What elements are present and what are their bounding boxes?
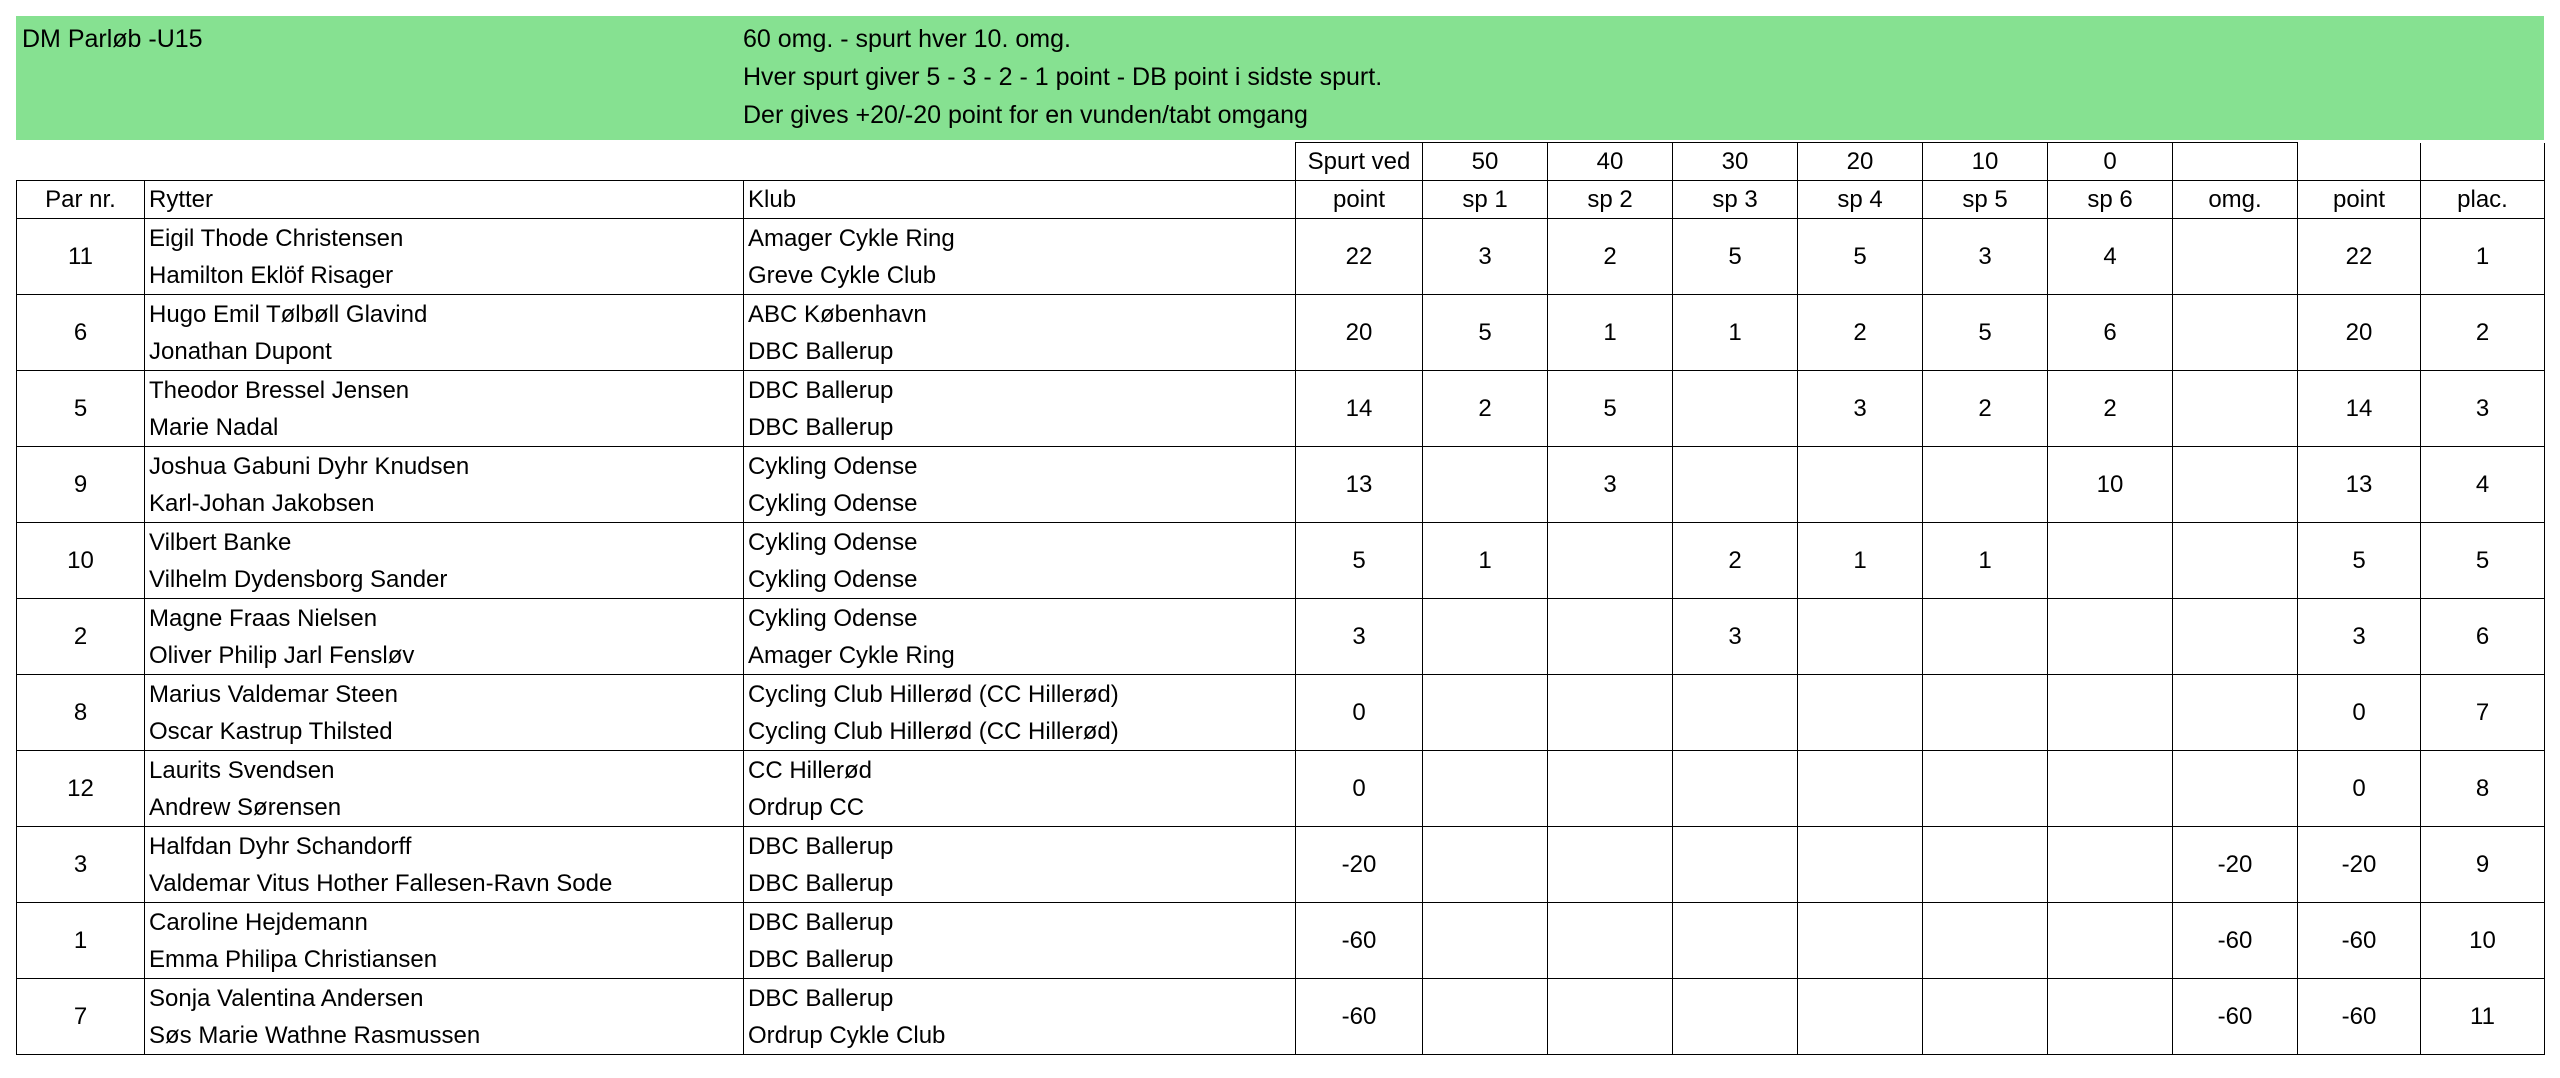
club-name: Cykling Odense (748, 565, 918, 593)
sp2-value: 2 (1548, 219, 1673, 295)
sp4-value: 2 (1798, 295, 1923, 371)
sp6-value (2048, 599, 2173, 675)
empty-cell (145, 143, 744, 181)
riders-cell (145, 827, 744, 903)
col-sp2: sp 2 (1548, 181, 1673, 219)
sp4-value (1798, 447, 1923, 523)
par-nr: 10 (17, 523, 145, 599)
total-point-value: 3 (2298, 599, 2421, 675)
results-body (17, 219, 2545, 1055)
empty-cell (17, 143, 145, 181)
sp5-value (1923, 675, 2048, 751)
sp4-value (1798, 827, 1923, 903)
total-point-value: 0 (2298, 675, 2421, 751)
club-name: Cykling Odense (748, 489, 918, 517)
table-row (17, 447, 2545, 523)
omg-value: -20 (2173, 827, 2298, 903)
riders-cell (145, 447, 744, 523)
sp6-value: 4 (2048, 219, 2173, 295)
placement-value: 4 (2421, 447, 2545, 523)
col-sp5: sp 5 (1923, 181, 2048, 219)
spurt-label: Spurt ved (1296, 143, 1423, 181)
sp6-value (2048, 979, 2173, 1055)
empty-cell (2421, 143, 2545, 181)
sp5-value: 3 (1923, 219, 2048, 295)
rider-name: Eigil Thode Christensen (149, 224, 404, 252)
club-name: DBC Ballerup (748, 945, 894, 973)
club-name: DBC Ballerup (748, 984, 894, 1012)
sp6-value (2048, 827, 2173, 903)
point-value: 0 (1296, 675, 1423, 751)
col-point: point (1296, 181, 1423, 219)
col-plac: plac. (2421, 181, 2545, 219)
point-value: 13 (1296, 447, 1423, 523)
clubs-cell (744, 219, 1296, 295)
rider-name: Oscar Kastrup Thilsted (149, 717, 393, 745)
club-name: DBC Ballerup (748, 832, 894, 860)
par-nr: 7 (17, 979, 145, 1055)
omg-value (2173, 675, 2298, 751)
col-par-nr: Par nr. (17, 181, 145, 219)
sp1-value: 2 (1423, 371, 1548, 447)
omg-value (2173, 447, 2298, 523)
total-point-value: 13 (2298, 447, 2421, 523)
sp2-value (1548, 675, 1673, 751)
placement-value: 5 (2421, 523, 2545, 599)
riders-cell (145, 675, 744, 751)
sp6-value (2048, 751, 2173, 827)
total-point-value: -60 (2298, 903, 2421, 979)
point-value: -20 (1296, 827, 1423, 903)
total-point-value: 14 (2298, 371, 2421, 447)
sp3-value (1673, 675, 1798, 751)
rider-name: Laurits Svendsen (149, 756, 335, 784)
omg-value (2173, 295, 2298, 371)
sp4-value (1798, 675, 1923, 751)
rider-name: Halfdan Dyhr Schandorff (149, 832, 412, 860)
sp5-value (1923, 751, 2048, 827)
rider-name: Valdemar Vitus Hother Fallesen-Ravn Sode (149, 869, 613, 897)
rider-name: Oliver Philip Jarl Fensløv (149, 641, 415, 669)
sp3-value (1673, 371, 1798, 447)
placement-value: 10 (2421, 903, 2545, 979)
sp4-value (1798, 751, 1923, 827)
club-name: Ordrup CC (748, 793, 865, 821)
point-value: 22 (1296, 219, 1423, 295)
sp5-value: 1 (1923, 523, 2048, 599)
sp2-value (1548, 827, 1673, 903)
rider-name: Emma Philipa Christiansen (149, 945, 438, 973)
sp2-value: 5 (1548, 371, 1673, 447)
sp2-value (1548, 979, 1673, 1055)
title-band (16, 16, 2544, 140)
spurt-lap: 0 (2048, 143, 2173, 181)
rider-name: Vilbert Banke (149, 528, 292, 556)
rider-name: Vilhelm Dydensborg Sander (149, 565, 448, 593)
sp2-value: 1 (1548, 295, 1673, 371)
placement-value: 7 (2421, 675, 2545, 751)
riders-cell (145, 979, 744, 1055)
par-nr: 5 (17, 371, 145, 447)
club-name: DBC Ballerup (748, 337, 894, 365)
clubs-cell (744, 447, 1296, 523)
spurt-lap: 50 (1423, 143, 1548, 181)
sp1-value (1423, 827, 1548, 903)
sp1-value (1423, 979, 1548, 1055)
club-name: DBC Ballerup (748, 376, 894, 404)
clubs-cell (744, 295, 1296, 371)
club-name: Cycling Club Hillerød (CC Hillerød) (748, 717, 1119, 745)
placement-value: 2 (2421, 295, 2545, 371)
sp5-value (1923, 447, 2048, 523)
race-title: DM Parløb -U15 (22, 25, 203, 53)
rider-name: Hugo Emil Tølbøll Glavind (149, 300, 428, 328)
riders-cell (145, 751, 744, 827)
point-value: 20 (1296, 295, 1423, 371)
sp6-value: 10 (2048, 447, 2173, 523)
club-name: Cykling Odense (748, 452, 918, 480)
sp4-value (1798, 979, 1923, 1055)
sp3-value: 2 (1673, 523, 1798, 599)
sp1-value (1423, 447, 1548, 523)
sp1-value: 1 (1423, 523, 1548, 599)
sp2-value (1548, 751, 1673, 827)
rider-name: Sonja Valentina Andersen (149, 984, 424, 1012)
clubs-cell (744, 371, 1296, 447)
omg-value: -60 (2173, 979, 2298, 1055)
sp3-value (1673, 751, 1798, 827)
empty-cell (744, 143, 1296, 181)
table-row (17, 371, 2545, 447)
sp3-value (1673, 447, 1798, 523)
table-row (17, 675, 2545, 751)
clubs-cell (744, 979, 1296, 1055)
sp5-value: 5 (1923, 295, 2048, 371)
point-value: 5 (1296, 523, 1423, 599)
club-name: DBC Ballerup (748, 413, 894, 441)
riders-cell (145, 523, 744, 599)
col-omg: omg. (2173, 181, 2298, 219)
riders-cell (145, 219, 744, 295)
sp1-value: 5 (1423, 295, 1548, 371)
total-point-value: 0 (2298, 751, 2421, 827)
omg-value (2173, 219, 2298, 295)
col-rytter: Rytter (145, 181, 744, 219)
total-point-value: -60 (2298, 979, 2421, 1055)
par-nr: 6 (17, 295, 145, 371)
spurt-lap: 20 (1798, 143, 1923, 181)
sp3-value: 5 (1673, 219, 1798, 295)
sp4-value: 3 (1798, 371, 1923, 447)
placement-value: 3 (2421, 371, 2545, 447)
sp3-value: 1 (1673, 295, 1798, 371)
point-value: 3 (1296, 599, 1423, 675)
col-total-point: point (2298, 181, 2421, 219)
clubs-cell (744, 523, 1296, 599)
par-nr: 1 (17, 903, 145, 979)
sp4-value (1798, 599, 1923, 675)
spurt-lap: 40 (1548, 143, 1673, 181)
club-name: Cykling Odense (748, 604, 918, 632)
sp3-value: 3 (1673, 599, 1798, 675)
club-name: DBC Ballerup (748, 869, 894, 897)
col-sp6: sp 6 (2048, 181, 2173, 219)
clubs-cell (744, 903, 1296, 979)
sp5-value: 2 (1923, 371, 2048, 447)
club-name: CC Hillerød (748, 756, 873, 784)
empty-cell (2173, 143, 2298, 181)
club-name: ABC København (748, 300, 927, 328)
sp6-value (2048, 903, 2173, 979)
sp5-value (1923, 903, 2048, 979)
sp1-value (1423, 599, 1548, 675)
riders-cell (145, 599, 744, 675)
sp6-value (2048, 675, 2173, 751)
club-name: Cykling Odense (748, 528, 918, 556)
point-value: 14 (1296, 371, 1423, 447)
omg-value (2173, 751, 2298, 827)
rider-name: Joshua Gabuni Dyhr Knudsen (149, 452, 470, 480)
rider-name: Marie Nadal (149, 413, 279, 441)
point-value: -60 (1296, 903, 1423, 979)
par-nr: 8 (17, 675, 145, 751)
table-row (17, 295, 2545, 371)
rider-name: Søs Marie Wathne Rasmussen (149, 1021, 481, 1049)
total-point-value: 5 (2298, 523, 2421, 599)
total-point-value: -20 (2298, 827, 2421, 903)
par-nr: 11 (17, 219, 145, 295)
club-name: DBC Ballerup (748, 908, 894, 936)
riders-cell (145, 903, 744, 979)
race-rules (743, 20, 1382, 134)
omg-value (2173, 371, 2298, 447)
table-row (17, 827, 2545, 903)
sp4-value: 1 (1798, 523, 1923, 599)
club-name: Ordrup Cykle Club (748, 1021, 946, 1049)
total-point-value: 22 (2298, 219, 2421, 295)
sp2-value (1548, 599, 1673, 675)
sp1-value: 3 (1423, 219, 1548, 295)
sp6-value: 6 (2048, 295, 2173, 371)
omg-value (2173, 599, 2298, 675)
rider-name: Magne Fraas Nielsen (149, 604, 378, 632)
spurt-header-row (17, 143, 2545, 181)
clubs-cell (744, 599, 1296, 675)
rider-name: Caroline Hejdemann (149, 908, 368, 936)
empty-cell (2298, 143, 2421, 181)
column-header-row (17, 181, 2545, 219)
sp2-value (1548, 523, 1673, 599)
riders-cell (145, 295, 744, 371)
sp2-value: 3 (1548, 447, 1673, 523)
sp1-value (1423, 903, 1548, 979)
col-sp1: sp 1 (1423, 181, 1548, 219)
sp5-value (1923, 827, 2048, 903)
table-row (17, 219, 2545, 295)
omg-value (2173, 523, 2298, 599)
point-value: 0 (1296, 751, 1423, 827)
placement-value: 6 (2421, 599, 2545, 675)
rule-line: Hver spurt giver 5 - 3 - 2 - 1 point - DB point i sidste spurt. (743, 63, 1383, 91)
placement-value: 1 (2421, 219, 2545, 295)
rule-line: 60 omg. - spurt hver 10. omg. (743, 25, 1071, 53)
rider-name: Andrew Sørensen (149, 793, 342, 821)
spurt-lap: 30 (1673, 143, 1798, 181)
placement-value: 9 (2421, 827, 2545, 903)
sp6-value: 2 (2048, 371, 2173, 447)
sp1-value (1423, 751, 1548, 827)
sp2-value (1548, 903, 1673, 979)
par-nr: 12 (17, 751, 145, 827)
sp6-value (2048, 523, 2173, 599)
placement-value: 11 (2421, 979, 2545, 1055)
spurt-lap: 10 (1923, 143, 2048, 181)
table-row (17, 751, 2545, 827)
par-nr: 2 (17, 599, 145, 675)
sp3-value (1673, 903, 1798, 979)
results-table (16, 142, 2545, 1055)
col-sp3: sp 3 (1673, 181, 1798, 219)
sp4-value: 5 (1798, 219, 1923, 295)
sp3-value (1673, 979, 1798, 1055)
col-sp4: sp 4 (1798, 181, 1923, 219)
club-name: Amager Cykle Ring (748, 224, 955, 252)
riders-cell (145, 371, 744, 447)
par-nr: 3 (17, 827, 145, 903)
point-value: -60 (1296, 979, 1423, 1055)
table-row (17, 599, 2545, 675)
sp4-value (1798, 903, 1923, 979)
col-klub: Klub (744, 181, 1296, 219)
table-row (17, 903, 2545, 979)
clubs-cell (744, 675, 1296, 751)
total-point-value: 20 (2298, 295, 2421, 371)
rule-line: Der gives +20/-20 point for en vunden/tabt omgang (743, 101, 1308, 129)
rider-name: Marius Valdemar Steen (149, 680, 398, 708)
sp3-value (1673, 827, 1798, 903)
club-name: Cycling Club Hillerød (CC Hillerød) (748, 680, 1119, 708)
sp5-value (1923, 599, 2048, 675)
rider-name: Theodor Bressel Jensen (149, 376, 410, 404)
omg-value: -60 (2173, 903, 2298, 979)
par-nr: 9 (17, 447, 145, 523)
club-name: Amager Cykle Ring (748, 641, 955, 669)
table-row (17, 523, 2545, 599)
rider-name: Hamilton Eklöf Risager (149, 261, 394, 289)
placement-value: 8 (2421, 751, 2545, 827)
sp1-value (1423, 675, 1548, 751)
sp5-value (1923, 979, 2048, 1055)
rider-name: Jonathan Dupont (149, 337, 332, 365)
club-name: Greve Cykle Club (748, 261, 937, 289)
clubs-cell (744, 827, 1296, 903)
clubs-cell (744, 751, 1296, 827)
rider-name: Karl-Johan Jakobsen (149, 489, 375, 517)
table-row (17, 979, 2545, 1055)
